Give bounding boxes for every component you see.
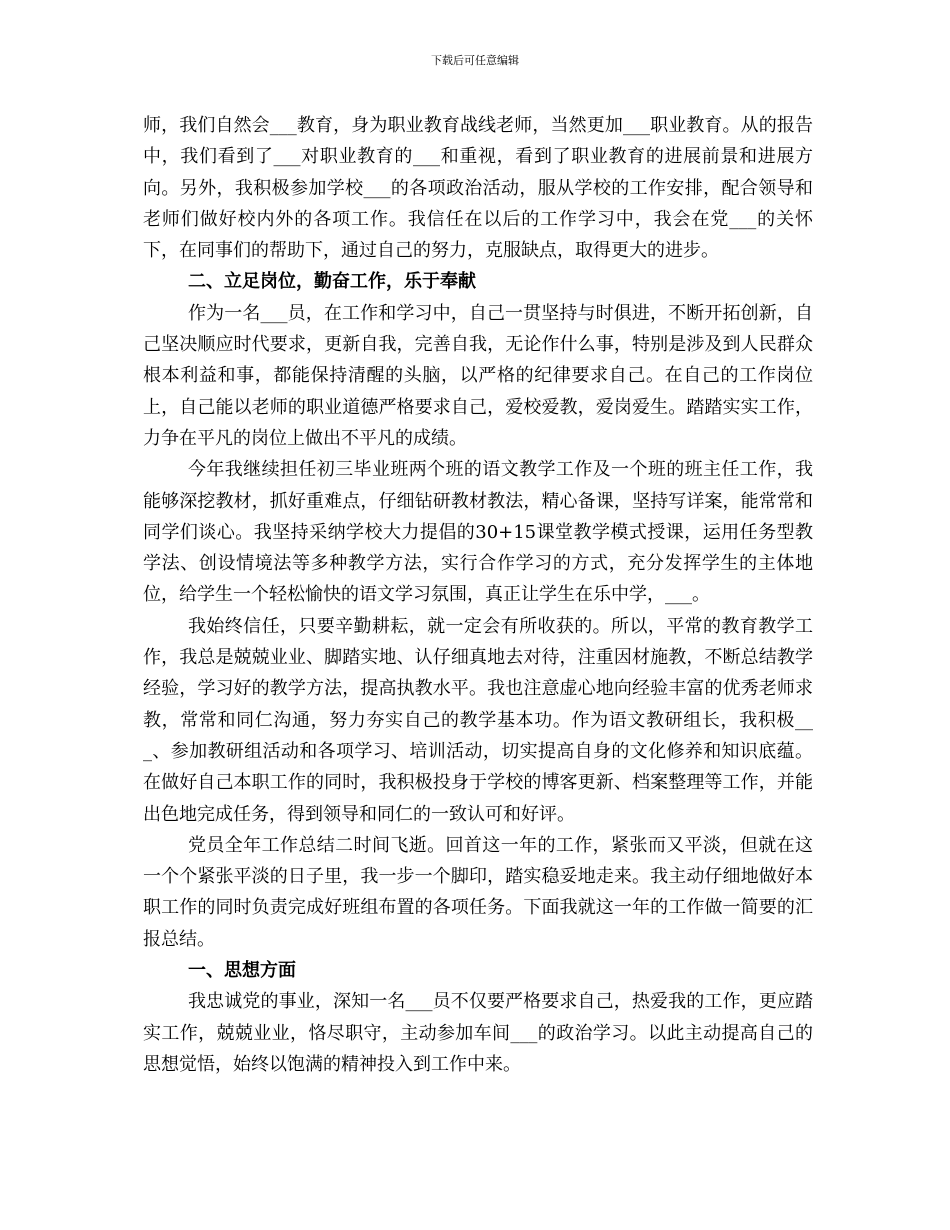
page-header: 下载后可任意编辑 bbox=[431, 54, 519, 67]
paragraph-teaching-work: 今年我继续担任初三毕业班两个班的语文教学工作及一个班的班主任工作，我能够深挖教材，抓好重难点，仔细钻研教材教法，精心备课，坚持写详案，能常常和同学们谈心。我坚持采纳学校大力提倡的30+15课堂教学模式授课，运用任务型教学法、创设情境法等多种教学方法，实行合作学习的方式，充分发挥学生的主体地位，给学生一个轻松愉快的语文学习氛围，真正让学生在乐中学，___。 bbox=[143, 459, 813, 606]
paragraph-party-member: 作为一名___员，在工作和学习中，自己一贯坚持与时俱进，不断开拓创新，自己坚决顺应时代要求，更新自我，完善自我，无论作什么事，特别是涉及到人民群众根本利益和事，都能保持清醒的头脑，以严格的纪律要求自己。在自己的工作岗位上，自己能以老师的职业道德严格要求自己，爱校爱教，爱岗爱生。踏踏实实工作，力争在平凡的岗位上做出不平凡的成绩。 bbox=[143, 302, 813, 449]
section-heading-2: 二、立足岗位，勤奋工作，乐于奉献 bbox=[188, 271, 476, 293]
paragraph-ideology: 我忠诚党的事业，深知一名___员不仅要严格要求自己，热爱我的工作，更应踏实工作，兢兢业业，恪尽职守，主动参加车间___的政治学习。以此主动提高自己的思想觉悟，始终以饱满的精神投入到工作中来。 bbox=[143, 991, 813, 1075]
paragraph-summary-intro: 党员全年工作总结二时间飞逝。回首这一年的工作，紧张而又平淡，但就在这一个个紧张平淡的日子里，我一步一个脚印，踏实稳妥地走来。我主动仔细地做好本职工作的同时负责完成好班组布置的各项任务。下面我就这一年的工作做一简要的汇报总结。 bbox=[143, 834, 813, 950]
document-body bbox=[143, 110, 813, 1080]
paragraph-diligence: 我始终信任，只要辛勤耕耘，就一定会有所收获的。所以，平常的教育教学工作，我总是兢兢业业、脚踏实地、认仔细真地去对待，注重因材施教，不断总结教学经验，学习好的教学方法，提高执教水平。我也注意虚心地向经验丰富的优秀老师求教，常常和同仁沟通，努力夯实自己的教学基本功。作为语文教研组长，我积极___、参加教研组活动和各项学习、培训活动，切实提高自身的文化修养和知识底蕴。在做好自己本职工作的同时，我积极投身于学校的博客更新、档案整理等工作，并能出色地完成任务，得到领导和同仁的一致认可和好评。 bbox=[143, 615, 813, 825]
section-heading-1: 一、思想方面 bbox=[188, 960, 296, 982]
paragraph-continuation: 师，我们自然会___教育，身为职业教育战线老师，当然更加___职业教育。从的报告中，我们看到了___对职业教育的___和重视，看到了职业教育的进展前景和进展方向。另外，我积极参加学校___的各项政治活动，服从学校的工作安排，配合领导和老师们做好校内外的各项工作。我信任在以后的工作学习中，我会在党___的关怀下，在同事们的帮助下，通过自己的努力，克服缺点，取得更大的进步。 bbox=[143, 115, 813, 262]
